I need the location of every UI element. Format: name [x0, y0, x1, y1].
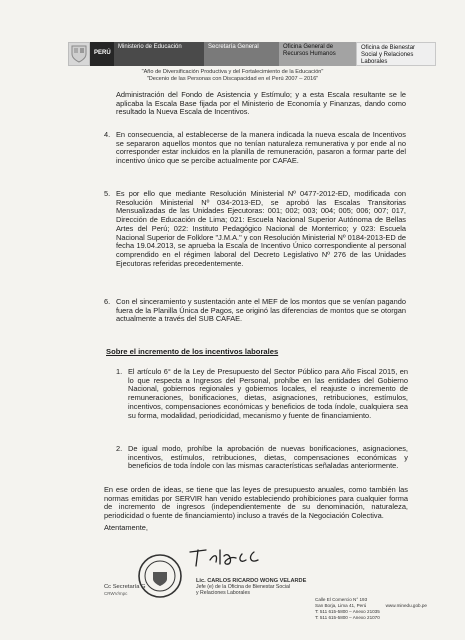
section-item-2: De igual modo, prohíbe la aprobación de nuevas bonificaciones, asignaciones, incentivos, estímulos, retribuciones, dietas, compensaciones económicas y beneficios de toda índole con las mismas características señaladas anteriormente. — [128, 444, 408, 471]
paragraph-5: Es por ello que mediante Resolución Ministerial Nº 0477-2012-ED, modificada con Resolución Ministerial Nº 034-2013-ED, se aprobó las Escalas Transitorias Mensualizadas de las Unidades Ejecutoras: 001; 002; 003; 004; 005; 006; 007; 017, Dirección de Educación de Lima; 021: Escuela Nacional Superior Autónoma de Bellas Artes del Perú; 022: Instituto Pedagógico Nacional de Monterrico; y 023: Escuela Nacional Superior de Folklore "J.M.A." y con Resolución Ministerial Nº 0184-2013-ED de fecha 19.04.2013, se aprueba la Escala de Incentivo Único correspondiente al personal comprendido en el régimen laboral del Decreto Legislativo Nº 276 de las Unidades Ejecutoras referidas precedentemente. — [116, 189, 406, 268]
section-item-1: El artículo 6° de la Ley de Presupuesto del Sector Público para Año Fiscal 2015, en lo que respecta a Ingresos del Personal, prohíbe en las entidades del Gobierno Nacional, gobiernos regionales y gobiernos locales, el reajuste o incremento de remuneraciones, bonificaciones, dietas, asignaciones, retribuciones, estímulos, incentivos, compensaciones económicas y beneficios de toda índole, cualquiera sea su forma, modalidad, periodicidad, mecanismo y fuente de financiamiento. — [128, 367, 408, 420]
letterhead — [68, 42, 436, 66]
paragraph-number: 4. — [104, 130, 111, 139]
closing-paragraph: En ese orden de ideas, se tiene que las leyes de presupuesto anuales, como también las normas emitidas por SERVIR han venido estableciendo prohibiciones para cualquier forma de incremento de ingresos (independientemente de su denominación, naturaleza, periodicidad o fuente de financiamiento) incluso a través de la Negociación Colectiva. — [104, 485, 408, 521]
paragraph-number: 6. — [104, 297, 111, 306]
header-unit: Oficina de Bienestar Social y Relaciones Laborales — [356, 42, 436, 66]
signatory-role-2: y Relaciones Laborales — [196, 590, 250, 596]
signatory-role: Jefe (e) de la Oficina de Bienestar Social — [196, 584, 291, 590]
carbon-copy: Cc Secretaría G — [104, 584, 146, 590]
footer-website[interactable]: www.minedu.gob.pe — [385, 603, 427, 608]
paragraph-number: 5. — [104, 189, 111, 198]
footer-phone-2: T: 511 615-5800 – Anexo 21070 — [315, 615, 380, 620]
header-office: Oficina General de Recursos Humanos — [279, 42, 356, 66]
salutation: Atentamente, — [104, 523, 148, 532]
initials: CRWV/mpc — [104, 591, 128, 596]
official-stamp-icon — [136, 552, 184, 600]
peru-shield-icon — [68, 42, 90, 66]
motto-line-2: "Decenio de las Personas con Discapacidad en el Perú 2007 – 2016" — [146, 76, 319, 82]
footer-address-1: Calle El Comercio N° 193 — [315, 597, 368, 602]
header-ministry: Ministerio de Educación — [114, 42, 204, 66]
section-item-number: 1. — [116, 367, 123, 376]
footer-contact — [315, 597, 427, 621]
motto — [0, 69, 465, 83]
signature-block — [196, 578, 306, 596]
signatory-name: Lic. CARLOS RICARDO WONG VELARDE — [196, 578, 307, 584]
header-secretariat: Secretaría General — [204, 42, 279, 66]
section-item-number: 2. — [116, 444, 123, 453]
header-country: PERÚ — [90, 42, 114, 66]
paragraph-continuation: Administración del Fondo de Asistencia y Estímulo; y a esta Escala resultante se le aplicaba la Escala Base fijada por el Ministerio de Economía y Finanzas, dando como resultado la Nueva Escala de Incentivos. — [116, 90, 406, 117]
footer-address-2: San Borja, Lima 41, Perú — [315, 603, 367, 608]
paragraph-4: En consecuencia, al establecerse de la manera indicada la nueva escala de Incentivos se separaron aquellos montos que no tenían naturaleza remunerativa y por ende al no corresponder estar incluidos en la planilla de remuneración, pasaron a formar parte del incentivo único que se percibe actualmente por CAFAE. — [116, 130, 406, 166]
motto-line-1: "Año de Diversificación Productiva y del Fortalecimiento de la Educación" — [141, 69, 324, 75]
paragraph-6: Con el sinceramiento y sustentación ante el MEF de los montos que se venían pagando fuera de la Planilla Única de Pagos, se originó las diferencias de montos que se otorgan actualmente a través del SUB CAFAE. — [116, 297, 406, 324]
footer-phone-1: T: 511 615-5800 – Anexo 21035 — [315, 609, 380, 614]
handwritten-signature — [184, 538, 284, 570]
section-heading: Sobre el incremento de los incentivos laborales — [106, 347, 279, 356]
